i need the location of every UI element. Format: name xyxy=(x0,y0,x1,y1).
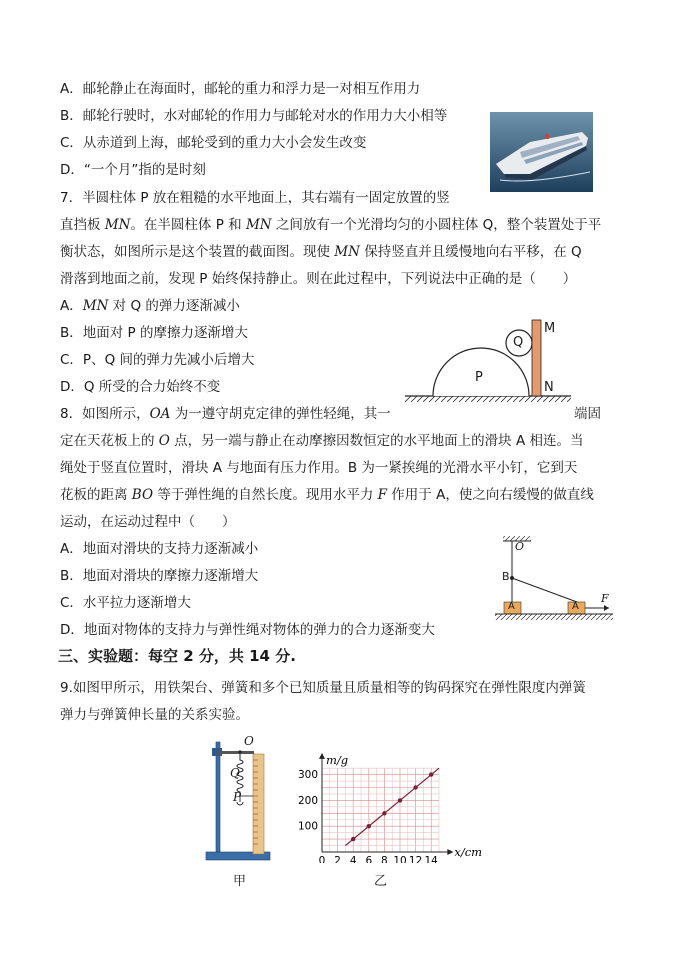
label-n: N xyxy=(544,380,554,395)
q6-option-d: D．“一个月”指的是时刻 xyxy=(60,162,206,178)
q8-stem-line-4: 花板的距离 BO 等于弹性绳的自然长度。现用水平力 F 作用于 A，使之向右缓慢的做直线 xyxy=(60,487,594,503)
q8-stem-line-3: 绳处于竖直位置时，滑块 A 与地面有压力作用。B 为一紧挨绳的光滑水平小钉，它到天 xyxy=(60,460,578,476)
label-q: Q xyxy=(513,335,524,350)
data-point xyxy=(367,824,371,828)
q8-stem-line-1: 8．如图所示，OA 为一遵守胡克定律的弹性轻绳，其一 xyxy=(60,406,391,422)
q9-figure-jia xyxy=(200,734,280,866)
caption-yi: 乙 xyxy=(374,874,388,889)
label-o: O xyxy=(515,540,525,553)
q7-option-b: B．地面对 P 的摩擦力逐渐增大 xyxy=(60,325,248,341)
q9-stem-line-2: 弹力与弹簧伸长量的关系实验。 xyxy=(60,707,249,723)
section-3-title: 三、实验题：每空 2 分，共 14 分. xyxy=(58,647,296,665)
label-p: P xyxy=(475,370,483,385)
q7-option-a: A．MN 对 Q 的弹力逐渐减小 xyxy=(60,298,240,314)
q8-option-b: B．地面对滑块的摩擦力逐渐增大 xyxy=(60,568,259,584)
q8-stem-line-5: 运动，在运动过程中（ ） xyxy=(60,514,236,530)
x-tick-label: 4 xyxy=(349,855,357,863)
data-point xyxy=(382,811,386,815)
y-axis-label: m/g xyxy=(326,752,349,767)
baffle-mn xyxy=(532,320,541,396)
y-tick-label: 100 xyxy=(297,820,318,833)
q8-figure xyxy=(495,536,617,622)
caption-jia: 甲 xyxy=(233,874,247,889)
q7-option-d: D．Q 所受的合力始终不变 xyxy=(60,379,221,395)
q7-stem-line-4: 滑落到地面之前，发现 P 始终保持静止。则在此过程中，下列说法中正确的是（ ） xyxy=(60,271,577,287)
x-tick-label: 10 xyxy=(393,855,407,863)
y-axis-arrow xyxy=(319,753,325,759)
q9-stem-line-1: 9.如图甲所示，用铁架台、弹簧和多个已知质量且质量相等的钩码探究在弹性限度内弹簧 xyxy=(60,680,586,696)
q8-option-d: D．地面对物体的支持力与弹性绳对物体的弹力的合力逐渐变大 xyxy=(60,622,435,638)
label-p-jia: P xyxy=(233,790,242,804)
x-tick-label: 2 xyxy=(334,855,341,863)
data-point xyxy=(351,837,355,841)
data-point xyxy=(413,785,417,789)
q6-option-b: B．邮轮行驶时，水对邮轮的作用力与邮轮对水的作用力大小相等 xyxy=(60,108,448,124)
stand-pole xyxy=(216,742,220,852)
ruler xyxy=(253,754,264,854)
clamp-rod xyxy=(218,751,254,754)
label-q-jia: Q xyxy=(230,766,240,780)
q6-option-c: C．从赤道到上海，邮轮受到的重力大小会发生改变 xyxy=(60,135,367,151)
q7-option-c: C．P、Q 间的弹力先减小后增大 xyxy=(60,352,255,368)
label-a2: A xyxy=(572,601,579,612)
x-tick-label: 12 xyxy=(408,855,423,863)
q8-option-c: C．水平拉力逐渐增大 xyxy=(60,595,191,611)
q8-option-a: A．地面对滑块的支持力逐渐减小 xyxy=(60,541,259,557)
q8-stem-line-2: 定在天花板上的 O 点，另一端与静止在动摩擦因数恒定的水平地面上的滑块 A 相连。当 xyxy=(60,433,584,449)
chart-svg xyxy=(290,728,490,863)
q9-chart-yi xyxy=(290,728,490,863)
q6-option-a: A．邮轮静止在海面时，邮轮的重力和浮力是一对相互作用力 xyxy=(60,81,421,97)
data-point xyxy=(429,772,433,776)
x-tick-label: 14 xyxy=(424,855,438,863)
x-axis-arrow xyxy=(447,849,453,855)
q7-figure xyxy=(405,318,575,402)
x-tick-label: 0 xyxy=(318,855,326,863)
x-tick-label: 8 xyxy=(381,855,388,863)
cruise-ship-photo xyxy=(490,112,593,192)
label-m: M xyxy=(544,321,556,336)
y-tick-label: 300 xyxy=(297,769,318,782)
q7-stem-line-3: 衡状态，如图所示是这个装置的截面图。现使 MN 保持竖直并且缓慢地向右平移，在 Q xyxy=(60,244,582,260)
data-point xyxy=(398,798,402,802)
label-b: B xyxy=(502,570,510,583)
label-o-jia: O xyxy=(244,734,254,748)
label-f: F xyxy=(601,592,609,605)
y-tick-label: 200 xyxy=(297,794,318,807)
x-tick-label: 6 xyxy=(365,855,373,863)
q8-stem-line-1-tail: 端固 xyxy=(574,406,601,422)
label-a1: A xyxy=(508,601,515,612)
x-axis-label: x/cm xyxy=(454,845,483,859)
elastic-cord-slanted xyxy=(512,578,577,602)
q7-stem-line-2: 直挡板 MN。在半圆柱体 P 和 MN 之间放有一个光滑均匀的小圆柱体 Q，整个装置处于平 xyxy=(60,217,602,233)
q7-stem-line-1: 7．半圆柱体 P 放在粗糙的水平地面上，其右端有一固定放置的竖 xyxy=(60,190,450,206)
